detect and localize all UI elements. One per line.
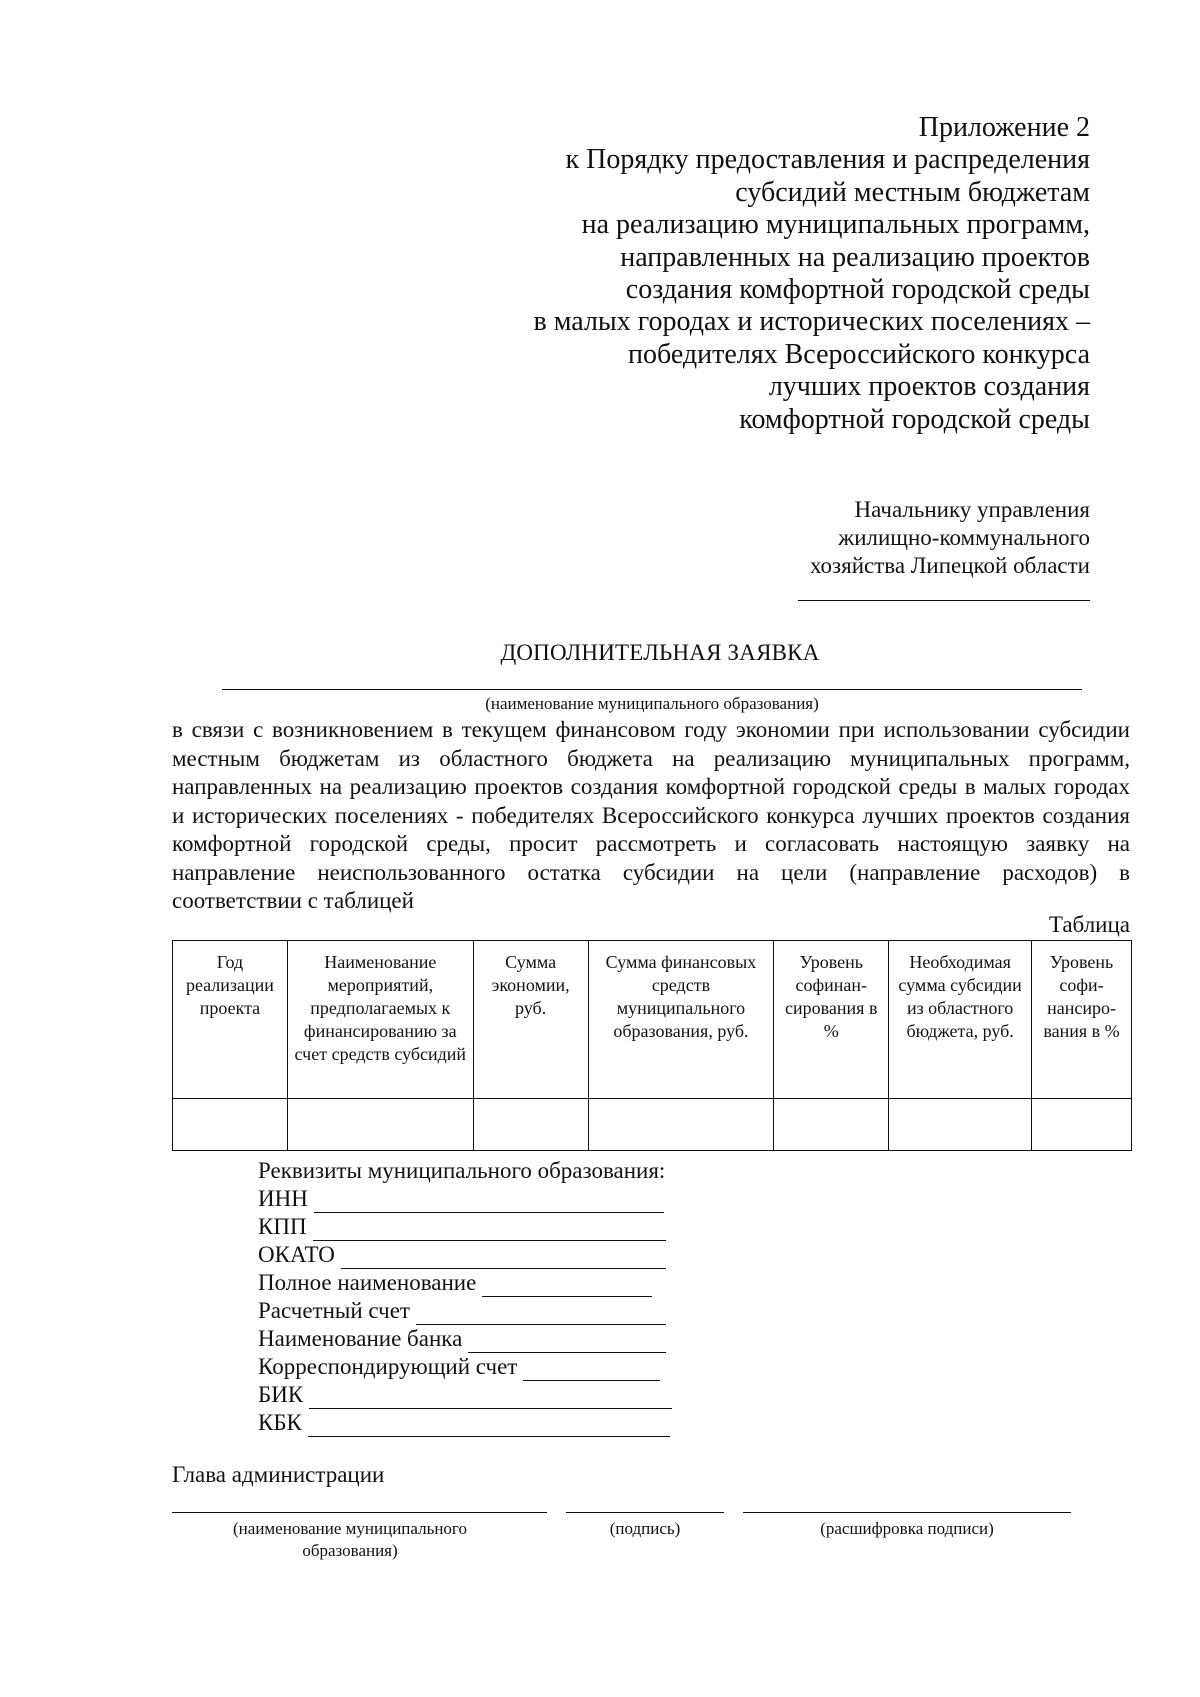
addressee-line: Начальнику управления [854,497,1090,522]
requisite-label: Полное наименование [258,1270,477,1295]
table-header-cell: Сумма финансовых средств муниципального образования, руб. [588,941,774,1099]
requisite-row-inn [258,1185,672,1213]
appendix-line: к Порядку предоставления и распределения [565,144,1090,176]
requisite-row-bik [258,1381,672,1409]
requisite-row-account [258,1297,672,1325]
appendix-line: Приложение 2 [918,112,1090,143]
requisite-row-full-name [258,1269,672,1297]
appendix-line: на реализацию муниципальных программ, [581,209,1090,241]
appendix-header [450,112,1090,436]
account-field[interactable] [416,1304,666,1325]
table-cell[interactable] [588,1099,774,1151]
signature-decoding-caption: (расшифровка подписи) [820,1519,994,1538]
table-header-cell: Наименование мероприятий, предполагаемых к финансированию за счет средств субсидий [287,941,473,1099]
requisite-row-kpp [258,1213,672,1241]
addressee-block [670,496,1090,608]
request-body-text: в связи с возникновением в текущем финансовом году экономии при использовании субсидии местным бюджетам из областного бюджета на реализацию муниципальных программ, направленных на реализацию проектов создания комфортной городской среды в малых городах и исторических поселениях - победителях Всероссийского конкурса лучших проектов создания комфортной городской среды, просит рассмотреть и согласовать настоящую заявку на направление неиспользованного остатка субсидии на цели (направление расходов) в соответствии с таблицей [172,717,1130,913]
requisite-label: БИК [258,1382,304,1407]
appendix-line: комфортной городской среды [739,403,1090,435]
table-cell[interactable] [889,1099,1032,1151]
appendix-line: в малых городах и исторических поселениях – [533,306,1090,338]
inn-field[interactable] [314,1192,664,1213]
kbk-field[interactable] [308,1416,670,1437]
table-cell[interactable] [173,1099,288,1151]
request-table [172,940,1132,1151]
municipality-signature-blank[interactable] [172,1512,547,1513]
signature-decoding-blank[interactable] [743,1512,1071,1513]
municipality-name-caption: (наименование муниципального образования) [485,694,819,713]
table-header-cell: Уровень софи-нансиро-вания в % [1032,941,1132,1099]
requisite-label: ОКАТО [258,1242,335,1267]
addressee-line: хозяйства Липецкой области [809,553,1090,578]
table-header-row [173,941,1132,1099]
okato-field[interactable] [341,1248,666,1269]
table-header-cell: Год реализации проекта [173,941,288,1099]
bank-name-field[interactable] [468,1332,666,1353]
table-cell[interactable] [287,1099,473,1151]
table-header-cell: Уровень софинан-сирования в % [774,941,889,1099]
bik-field[interactable] [309,1388,672,1409]
appendix-line: субсидий местным бюджетам [735,176,1090,208]
requisite-label: Наименование банка [258,1326,463,1351]
addressee-line: жилищно-коммунального [838,525,1090,550]
signature-caption: (подпись) [609,1519,681,1538]
signature-blank[interactable] [566,1512,724,1513]
requisite-label: КБК [258,1410,302,1435]
requisite-label: Корреспондирующий счет [258,1354,518,1379]
appendix-line: лучших проектов создания [768,371,1090,403]
requisite-row-corr-account [258,1353,672,1381]
requisite-label: КПП [258,1214,307,1239]
requisites-title: Реквизиты муниципального образования: [258,1158,666,1183]
municipality-name-blank[interactable] [222,689,1082,690]
table-cell[interactable] [774,1099,889,1151]
appendix-line: создания комфортной городской среды [625,274,1090,306]
requisite-label: Расчетный счет [258,1298,410,1323]
table-cell[interactable] [473,1099,588,1151]
table-header-cell: Необходимая сумма субсидии из областного бюджета, руб. [889,941,1032,1099]
requisite-row-bank [258,1325,672,1353]
head-of-administration-label: Глава администрации [172,1462,385,1487]
appendix-line: победителях Всероссийского конкурса [627,338,1090,370]
document-title: ДОПОЛНИТЕЛЬНАЯ ЗАЯВКА [500,640,820,665]
table-label: Таблица [1048,912,1130,937]
full-name-field[interactable] [482,1276,652,1297]
appendix-line: направленных на реализацию проектов [620,241,1090,273]
corr-account-field[interactable] [523,1360,660,1381]
table-cell[interactable] [1032,1099,1132,1151]
kpp-field[interactable] [313,1220,666,1241]
table-header-cell: Сумма экономии, руб. [473,941,588,1099]
addressee-name-blank[interactable] [798,582,1090,601]
requisite-label: ИНН [258,1186,308,1211]
table-row [173,1099,1132,1151]
requisite-row-kbk [258,1409,672,1437]
municipality-signature-caption: (наименование муниципального образования) [233,1519,467,1560]
requisites-block [258,1157,672,1437]
requisite-row-okato [258,1241,672,1269]
